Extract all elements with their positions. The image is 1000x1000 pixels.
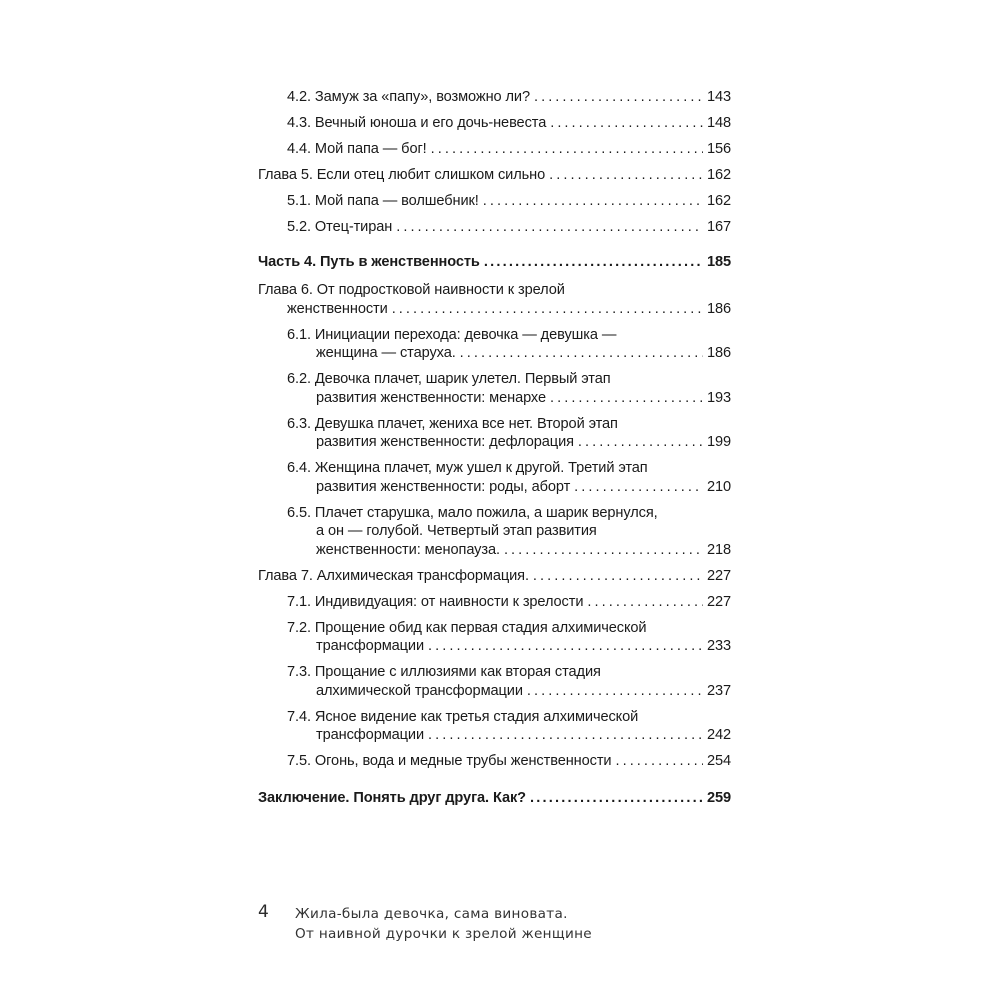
- toc-page-number: 148: [706, 115, 731, 131]
- dot-leader: [615, 752, 702, 771]
- toc-entry-text: 7.5. Огонь, вода и медные трубы женственности: [287, 753, 612, 769]
- toc-section-entry[interactable]: [258, 708, 731, 745]
- toc-entry-text: развития женственности: дефлорация: [316, 434, 574, 450]
- toc-entry-text: трансформации: [316, 727, 425, 743]
- dot-leader: [587, 593, 703, 612]
- toc-section-entry[interactable]: [258, 140, 731, 159]
- dot-leader: [578, 433, 703, 452]
- toc-page-number: 259: [706, 789, 731, 806]
- toc-entry-text: Глава 7. Алхимическая трансформация.: [258, 567, 529, 584]
- toc-section-entry[interactable]: [258, 752, 731, 771]
- toc-section-entry[interactable]: [258, 593, 731, 612]
- dot-leader: [484, 253, 703, 272]
- toc-page-number: 185: [706, 253, 731, 270]
- toc-chapter-entry[interactable]: [258, 281, 731, 318]
- toc-entry-text: 7.1. Индивидуация: от наивности к зрелости: [287, 593, 584, 610]
- toc-entry-text: 5.1. Мой папа — волшебник!: [287, 193, 479, 209]
- toc-page-number: 210: [706, 478, 731, 495]
- toc-page-number: 162: [706, 193, 731, 209]
- dot-leader: [550, 114, 703, 133]
- toc-page-number: 193: [706, 389, 731, 406]
- toc-entry-text: 6.5. Плачет старушка, мало пожила, а шарик вернулся,: [287, 504, 658, 521]
- running-title: [295, 904, 592, 944]
- toc-entry-text: 7.4. Ясное видение как третья стадия алхимической: [287, 708, 639, 725]
- dot-leader: [527, 682, 703, 701]
- toc-part-entry[interactable]: [258, 253, 731, 272]
- toc-section-entry[interactable]: [258, 370, 731, 407]
- toc-page-number: 167: [706, 219, 731, 235]
- toc-entry-text: 7.3. Прощание с иллюзиями как вторая стадия: [287, 664, 601, 680]
- dot-leader: [483, 192, 703, 211]
- toc-chapter-entry[interactable]: [258, 166, 731, 185]
- page-number: 4: [258, 902, 269, 922]
- toc-page-number: 242: [706, 727, 731, 743]
- toc-page-number: 186: [706, 300, 731, 317]
- table-of-contents: [258, 88, 731, 807]
- toc-page-number: 143: [706, 89, 731, 105]
- dot-leader: [550, 389, 703, 408]
- toc-page-number: 233: [706, 638, 731, 654]
- toc-page-number: 227: [706, 593, 731, 610]
- toc-entry-text: Заключение. Понять друг друга. Как?: [258, 789, 526, 806]
- toc-entry-text: Глава 6. От подростковой наивности к зрелой: [258, 282, 565, 298]
- toc-entry-text: 6.2. Девочка плачет, шарик улетел. Первый этап: [287, 371, 611, 387]
- toc-page-number: 186: [706, 345, 731, 361]
- toc-page-number: 162: [706, 167, 731, 183]
- dot-leader: [574, 478, 703, 497]
- toc-section-entry[interactable]: [258, 415, 731, 452]
- toc-section-entry[interactable]: [258, 619, 731, 656]
- toc-entry-text: а он — голубой. Четвертый этап развития: [316, 523, 597, 539]
- toc-entry-text: 7.2. Прощение обид как первая стадия алхимической: [287, 619, 647, 636]
- toc-section-entry[interactable]: [258, 459, 731, 496]
- dot-leader: [533, 567, 703, 586]
- toc-page-number: 227: [706, 567, 731, 584]
- toc-section-entry[interactable]: [258, 114, 731, 133]
- toc-entry-text: женщина — старуха.: [316, 345, 456, 361]
- toc-section-entry[interactable]: [258, 218, 731, 237]
- dot-leader: [460, 344, 703, 363]
- dot-leader: [431, 140, 703, 159]
- toc-entry-text: развития женственности: роды, аборт: [316, 478, 571, 495]
- running-title-line-1: Жила-была девочка, сама виновата.: [295, 906, 568, 922]
- toc-entry-text: Часть 4. Путь в женственность: [258, 253, 480, 270]
- toc-conclusion-entry[interactable]: [258, 789, 731, 808]
- toc-section-entry[interactable]: [258, 326, 731, 363]
- toc-chapter-entry[interactable]: [258, 567, 731, 586]
- toc-entry-text: 5.2. Отец-тиран: [287, 219, 393, 235]
- toc-entry-text: развития женственности: менархе: [316, 389, 546, 406]
- dot-leader: [396, 218, 703, 237]
- running-title-line-2: От наивной дурочки к зрелой женщине: [295, 926, 592, 942]
- toc-entry-text: женственности: [287, 300, 388, 317]
- toc-page-number: 199: [706, 434, 731, 450]
- toc-entry-text: 4.4. Мой папа — бог!: [287, 141, 427, 157]
- toc-page-number: 254: [706, 753, 731, 769]
- toc-section-entry[interactable]: [258, 192, 731, 211]
- toc-entry-text: женственности: менопауза.: [316, 541, 500, 558]
- toc-entry-text: 6.1. Инициации перехода: девочка — девушка —: [287, 326, 617, 343]
- dot-leader: [549, 166, 703, 185]
- dot-leader: [428, 726, 703, 745]
- dot-leader: [530, 789, 703, 808]
- toc-section-entry[interactable]: [258, 88, 731, 107]
- toc-section-entry[interactable]: [258, 504, 731, 560]
- toc-entry-text: Глава 5. Если отец любит слишком сильно: [258, 167, 546, 183]
- toc-page-number: 218: [706, 541, 731, 558]
- dot-leader: [534, 88, 703, 107]
- toc-entry-text: 4.2. Замуж за «папу», возможно ли?: [287, 89, 530, 105]
- dot-leader: [392, 300, 703, 319]
- dot-leader: [428, 637, 703, 656]
- toc-entry-text: 6.3. Девушка плачет, жениха все нет. Второй этап: [287, 415, 618, 432]
- toc-section-entry[interactable]: [258, 663, 731, 700]
- toc-entry-text: 6.4. Женщина плачет, муж ушел к другой. Третий этап: [287, 460, 648, 476]
- toc-entry-text: алхимической трансформации: [316, 682, 523, 699]
- toc-page-number: 156: [706, 141, 731, 157]
- toc-entry-text: трансформации: [316, 638, 425, 654]
- dot-leader: [504, 541, 703, 560]
- toc-page-number: 237: [706, 682, 731, 699]
- toc-entry-text: 4.3. Вечный юноша и его дочь-невеста: [287, 115, 547, 131]
